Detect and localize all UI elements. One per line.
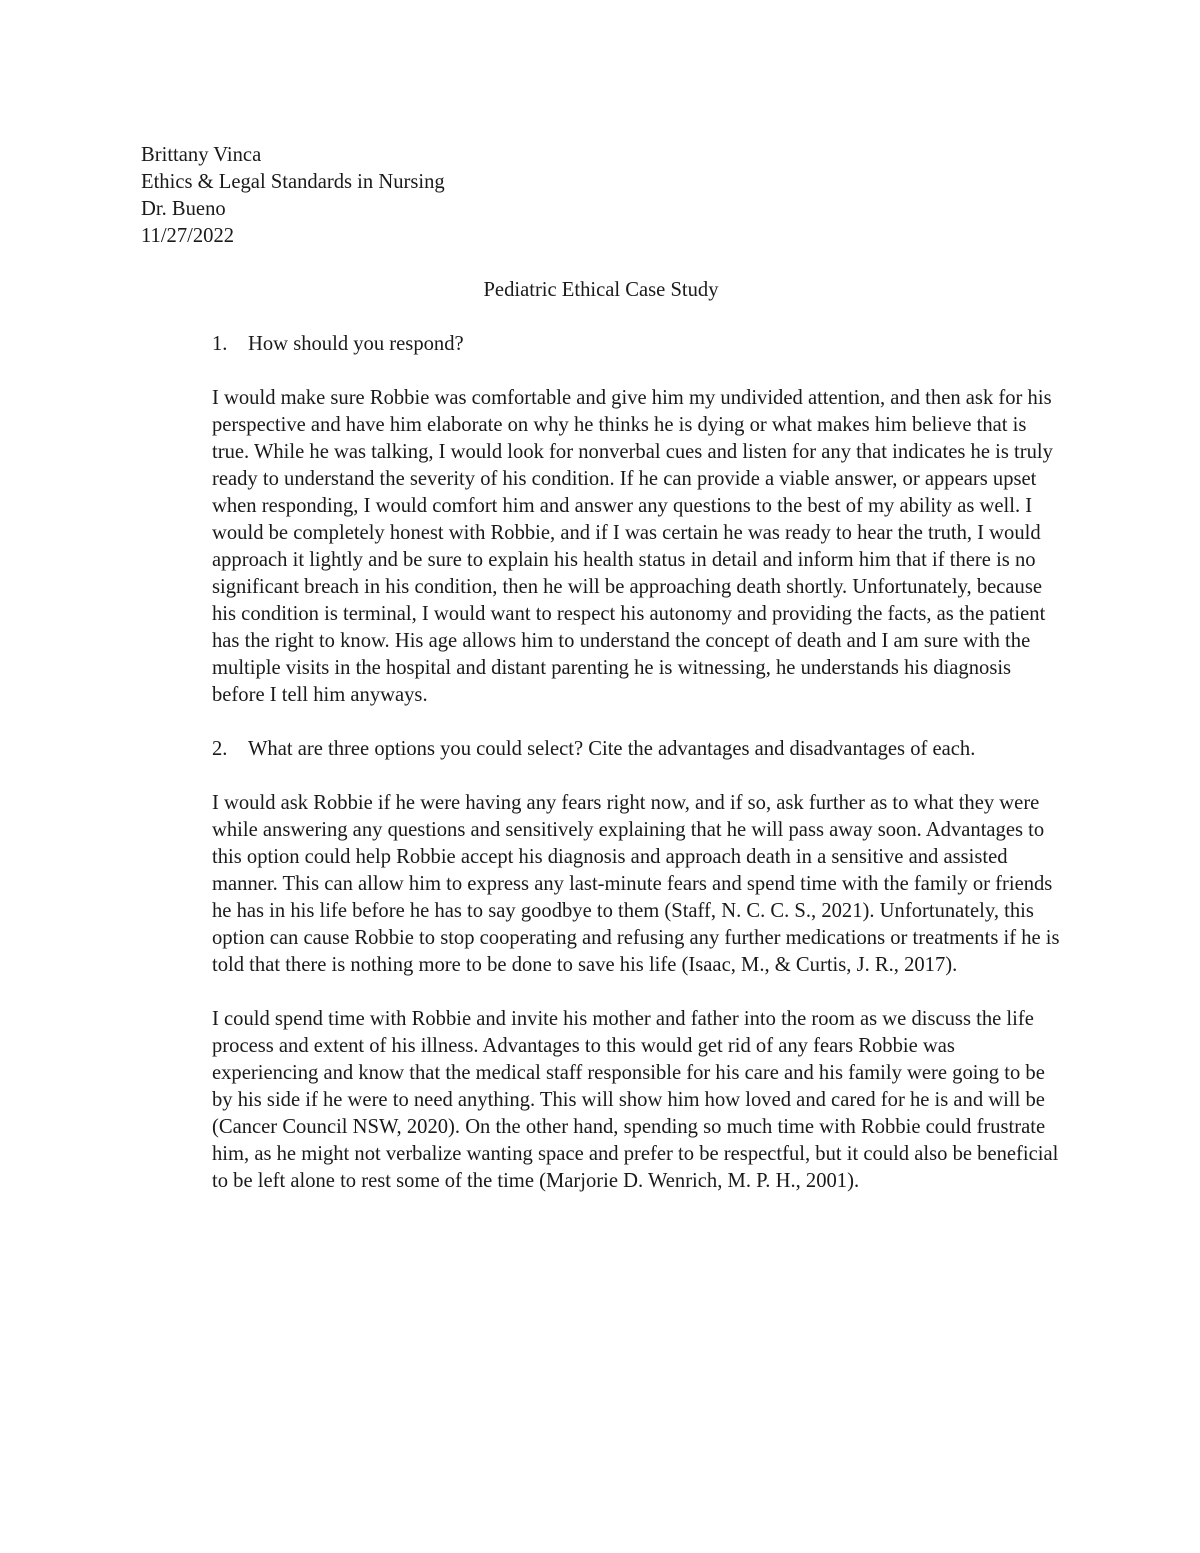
submission-date: 11/27/2022	[141, 225, 235, 247]
heading-block	[141, 142, 1061, 250]
answer-paragraph-1: I would make sure Robbie was comfortable and give him my undivided attention, and then ask for his perspective and have him elaborate on why he thinks he is dying or what makes him believe that is true. While he was talking, I would look for nonverbal cues and listen for any that indicates he is truly ready to understand the severity of his condition. If he can provide a viable answer, or appears upset when responding, I would comfort him and answer any questions to the best of my ability as well. I would be completely honest with Robbie, and if I was certain he was ready to hear the truth, I would approach it lightly and be sure to explain his health status in detail and inform him that if there is no significant breach in his condition, then he will be approaching death shortly. Unfortunately, because his condition is terminal, I would want to respect his autonomy and providing the facts, as the patient has the right to know. His age allows him to understand the concept of death and I am sure with the multiple visits in the hospital and distant parenting he is witnessing, he understands his diagnosis before I tell him anyways.	[212, 387, 1053, 706]
document-body	[141, 142, 1061, 1195]
answer-paragraph-3: I could spend time with Robbie and invite his mother and father into the room as we discuss the life process and extent of his illness. Advantages to this would get rid of any fears Robbie was experiencing and know that the medical staff responsible for his care and his family were going to be by his side if he were to need anything. This will show him how loved and cared for he is and will be (Cancer Council NSW, 2020). On the other hand, spending so much time with Robbie could frustrate him, as he might not verbalize wanting space and prefer to be respectful, but it could also be beneficial to be left alone to rest some of the time (Marjorie D. Wenrich, M. P. H., 2001).	[212, 1008, 1059, 1192]
document-title: Pediatric Ethical Case Study	[483, 279, 719, 301]
question-2	[141, 736, 1058, 763]
course-name: Ethics & Legal Standards in Nursing	[141, 171, 445, 193]
question-number: 1.	[212, 333, 228, 355]
instructor-name: Dr. Bueno	[141, 198, 226, 220]
question-text: How should you respond?	[248, 333, 464, 355]
question-number: 2.	[212, 738, 228, 760]
question-text: What are three options you could select? Cite the advantages and disadvantages of each.	[248, 738, 976, 760]
author-name: Brittany Vinca	[141, 144, 262, 166]
answer-paragraph-2: I would ask Robbie if he were having any fears right now, and if so, ask further as to what they were while answering any questions and sensitively explaining that he will pass away soon. Advantages to this option could help Robbie accept his diagnosis and approach death in a sensitive and assisted manner. This can allow him to express any last-minute fears and spend time with the family or friends he has in his life before he has to say goodbye to them (Staff, N. C. C. S., 2021). Unfortunately, this option can cause Robbie to stop cooperating and refusing any further medications or treatments if he is told that there is nothing more to be done to save his life (Isaac, M., & Curtis, J. R., 2017).	[212, 792, 1060, 976]
question-1	[141, 331, 1058, 358]
